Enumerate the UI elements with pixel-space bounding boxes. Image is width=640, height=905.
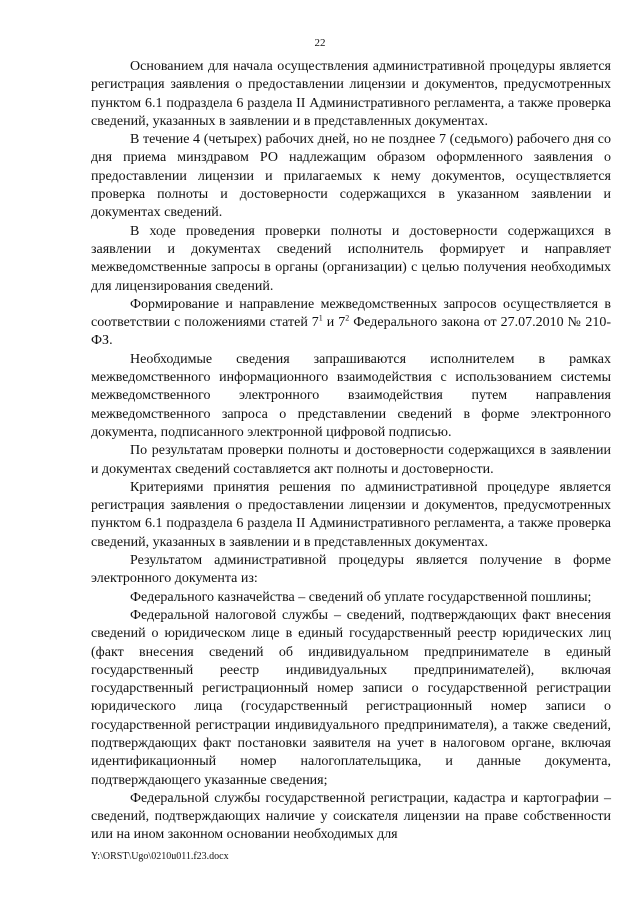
paragraph: Необходимые сведения запрашиваются исполнителем в рамках межведомственного информационного взаимодействия с использованием системы межведомственного электронного взаимодействия путем направления межведомственного запроса о представлении сведений в форме электронного документа, подписанного электронной цифровой подписью. bbox=[91, 351, 611, 440]
article-superscript-2: 2 bbox=[345, 313, 350, 323]
document-body bbox=[91, 58, 611, 845]
paragraph: Критериями принятия решения по административной процедуре является регистрация заявления о предоставлении лицензии и документов, предусмотренных пунктом 6.1 подраздела 6 раздела II Административного регламента, а также проверка сведений, указанных в заявлении и в представленных документах. bbox=[91, 479, 611, 550]
paragraph-law-reference bbox=[91, 296, 611, 351]
law-text-before: Формирование и направление межведомственных запросов осуществляется в соответствии с положениями статей 7 bbox=[91, 296, 611, 331]
page-number: 22 bbox=[314, 37, 326, 49]
paragraph: Федеральной службы государственной регистрации, кадастра и картографии – сведений, подтверждающих наличие у соискателя лицензии на праве собственности или на ином законном основании необходимых для bbox=[91, 790, 611, 843]
law-text-after: Федерального закона от 27.07.2010 № 210-ФЗ. bbox=[91, 315, 612, 349]
paragraph: Федеральной налоговой службы – сведений, подтверждающих факт внесения сведений о юридическом лице в единый государственный реестр юридических лиц (факт внесения сведений об индивидуальном предпринимателе в единый государственный реестр индивидуальных предпринимателей), включая государственный регистрационный номер записи о государственной регистрации юридического лица (государственный регистрационный номер записи о государственной регистрации индивидуального предпринимателя), а также сведений, подтверждающих факт постановки заявителя на учет в налоговом органе, включая идентификационный номер налогоплательщика, и данные документа, подтверждающего указанные сведения; bbox=[91, 607, 611, 788]
paragraph: Результатом административной процедуры является получение в форме электронного документа из: bbox=[91, 553, 611, 587]
paragraph: По результатам проверки полноты и достоверности содержащихся в заявлении и документах сведений составляется акт полноты и достоверности. bbox=[91, 443, 611, 477]
paragraph: В ходе проведения проверки полноты и достоверности содержащихся в заявлении и документах сведений исполнитель формирует и направляет межведомственные запросы в органы (организации) с целью получения необходимых для лицензирования сведений. bbox=[91, 223, 611, 294]
footer-file-path: Y:\ORST\Ugo\0210u011.f23.docx bbox=[91, 851, 229, 862]
paragraph: Основанием для начала осуществления административной процедуры является регистрация заявления о предоставлении лицензии и документов, предусмотренных пунктом 6.1 подраздела 6 раздела II Административного регламента, а также проверка сведений, указанных в заявлении и в представленных документах. bbox=[91, 59, 611, 129]
law-text-mid: и 7 bbox=[322, 315, 346, 331]
paragraph: Федерального казначейства – сведений об уплате государственной пошлины; bbox=[130, 589, 592, 605]
paragraph: В течение 4 (четырех) рабочих дней, но не позднее 7 (седьмого) рабочего дня со дня приема минздравом РО надлежащим образом оформленного заявления о предоставлении лицензии и прилагаемых к нему документов, осуществляется проверка полноты и достоверности содержащихся в указанном заявлении и документах сведений. bbox=[91, 132, 611, 221]
article-superscript-1: 1 bbox=[318, 313, 323, 323]
